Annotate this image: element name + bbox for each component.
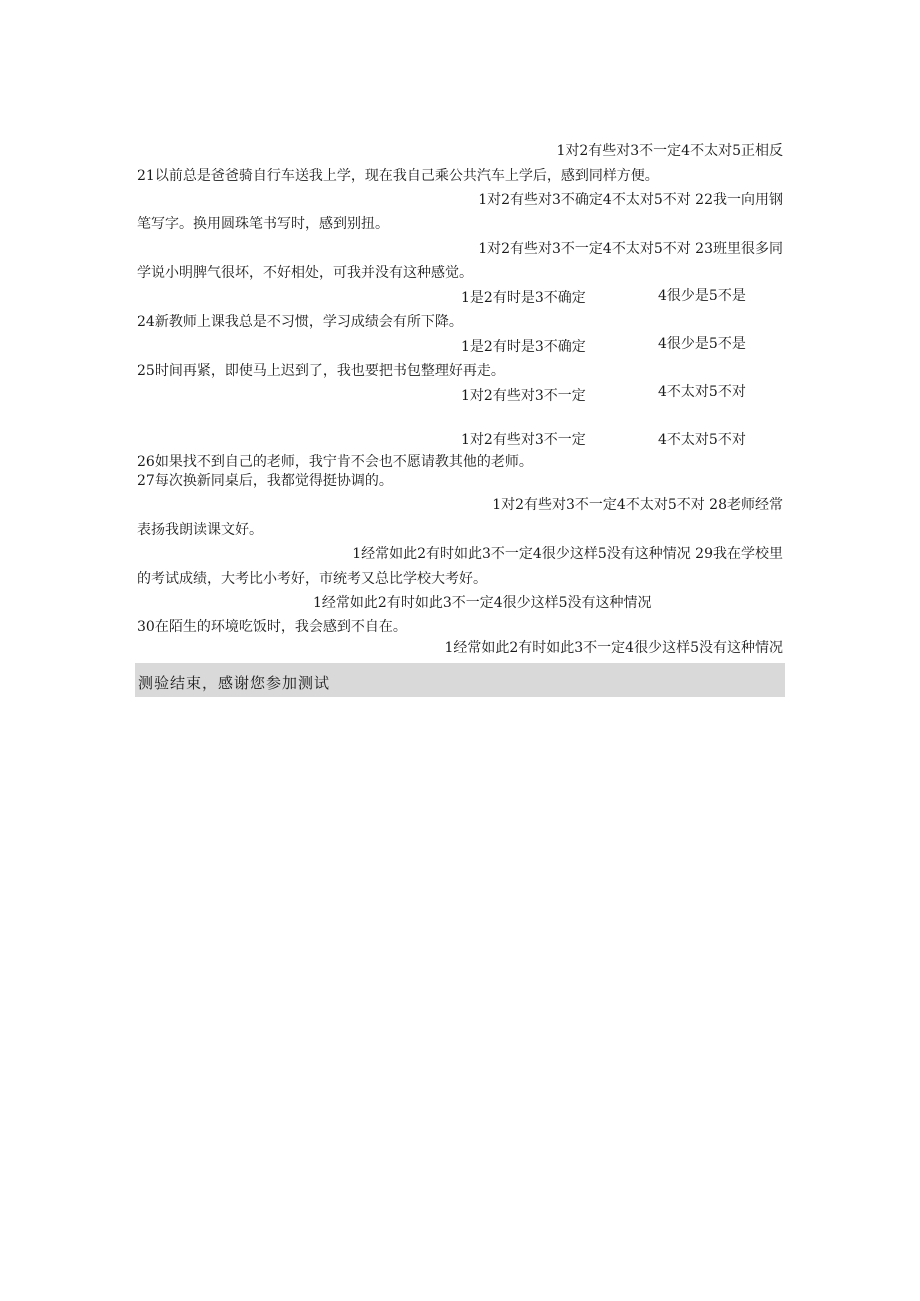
answer-options: 1经常如此2有时如此3不一定4很少这样5没有这种情况 29我在学校里 xyxy=(352,546,783,562)
question-text: 26如果找不到自己的老师，我宁肯不会也不愿请教其他的老师。 xyxy=(137,454,533,470)
answer-options-left: 1是2有时是3不确定 xyxy=(461,339,586,355)
question-text: 21以前总是爸爸骑自行车送我上学，现在我自己乘公共汽车上学后，感到同样方便。 xyxy=(137,168,659,184)
answer-options-left: 1对2有些对3不一定 xyxy=(461,388,586,404)
question-text: 表扬我朗读课文好。 xyxy=(137,522,263,538)
question-text: 30在陌生的环境吃饭时，我会感到不自在。 xyxy=(137,619,407,635)
answer-options: 1对2有些对3不确定4不太对5不对 22我一向用钢 xyxy=(478,192,783,208)
question-text: 25时间再紧，即使马上迟到了，我也要把书包整理好再走。 xyxy=(137,363,505,379)
end-of-test-banner xyxy=(135,663,785,697)
question-text: 27每次换新同桌后，我都觉得挺协调的。 xyxy=(137,473,393,489)
question-text: 的考试成绩，大考比小考好，市统考又总比学校大考好。 xyxy=(137,571,487,587)
answer-options-left: 1是2有时是3不确定 xyxy=(461,290,586,306)
answer-options: 1对2有些对3不一定4不太对5不对 28老师经常 xyxy=(492,497,783,513)
answer-options-right: 4不太对5不对 xyxy=(658,384,746,400)
answer-options-right: 4很少是5不是 xyxy=(658,288,746,304)
answer-options: 1对2有些对3不一定4不太对5不对 23班里很多同 xyxy=(478,241,783,257)
answer-options: 1对2有些对3不一定4不太对5正相反 xyxy=(556,143,783,159)
answer-options-right: 4不太对5不对 xyxy=(658,432,746,448)
question-text: 学说小明脾气很坏，不好相处，可我并没有这种感觉。 xyxy=(137,265,473,281)
end-of-test-text: 测验结束，感谢您参加测试 xyxy=(138,674,331,692)
answer-options-right: 4很少是5不是 xyxy=(658,336,746,352)
answer-options: 1经常如此2有时如此3不一定4很少这样5没有这种情况 xyxy=(444,640,783,656)
answer-options-left: 1对2有些对3不一定 xyxy=(461,432,586,448)
answer-options: 1经常如此2有时如此3不一定4很少这样5没有这种情况 xyxy=(313,595,652,611)
question-text: 24新教师上课我总是不习惯，学习成绩会有所下降。 xyxy=(137,314,463,330)
question-text: 笔写字。换用圆珠笔书写时，感到别扭。 xyxy=(137,216,389,232)
